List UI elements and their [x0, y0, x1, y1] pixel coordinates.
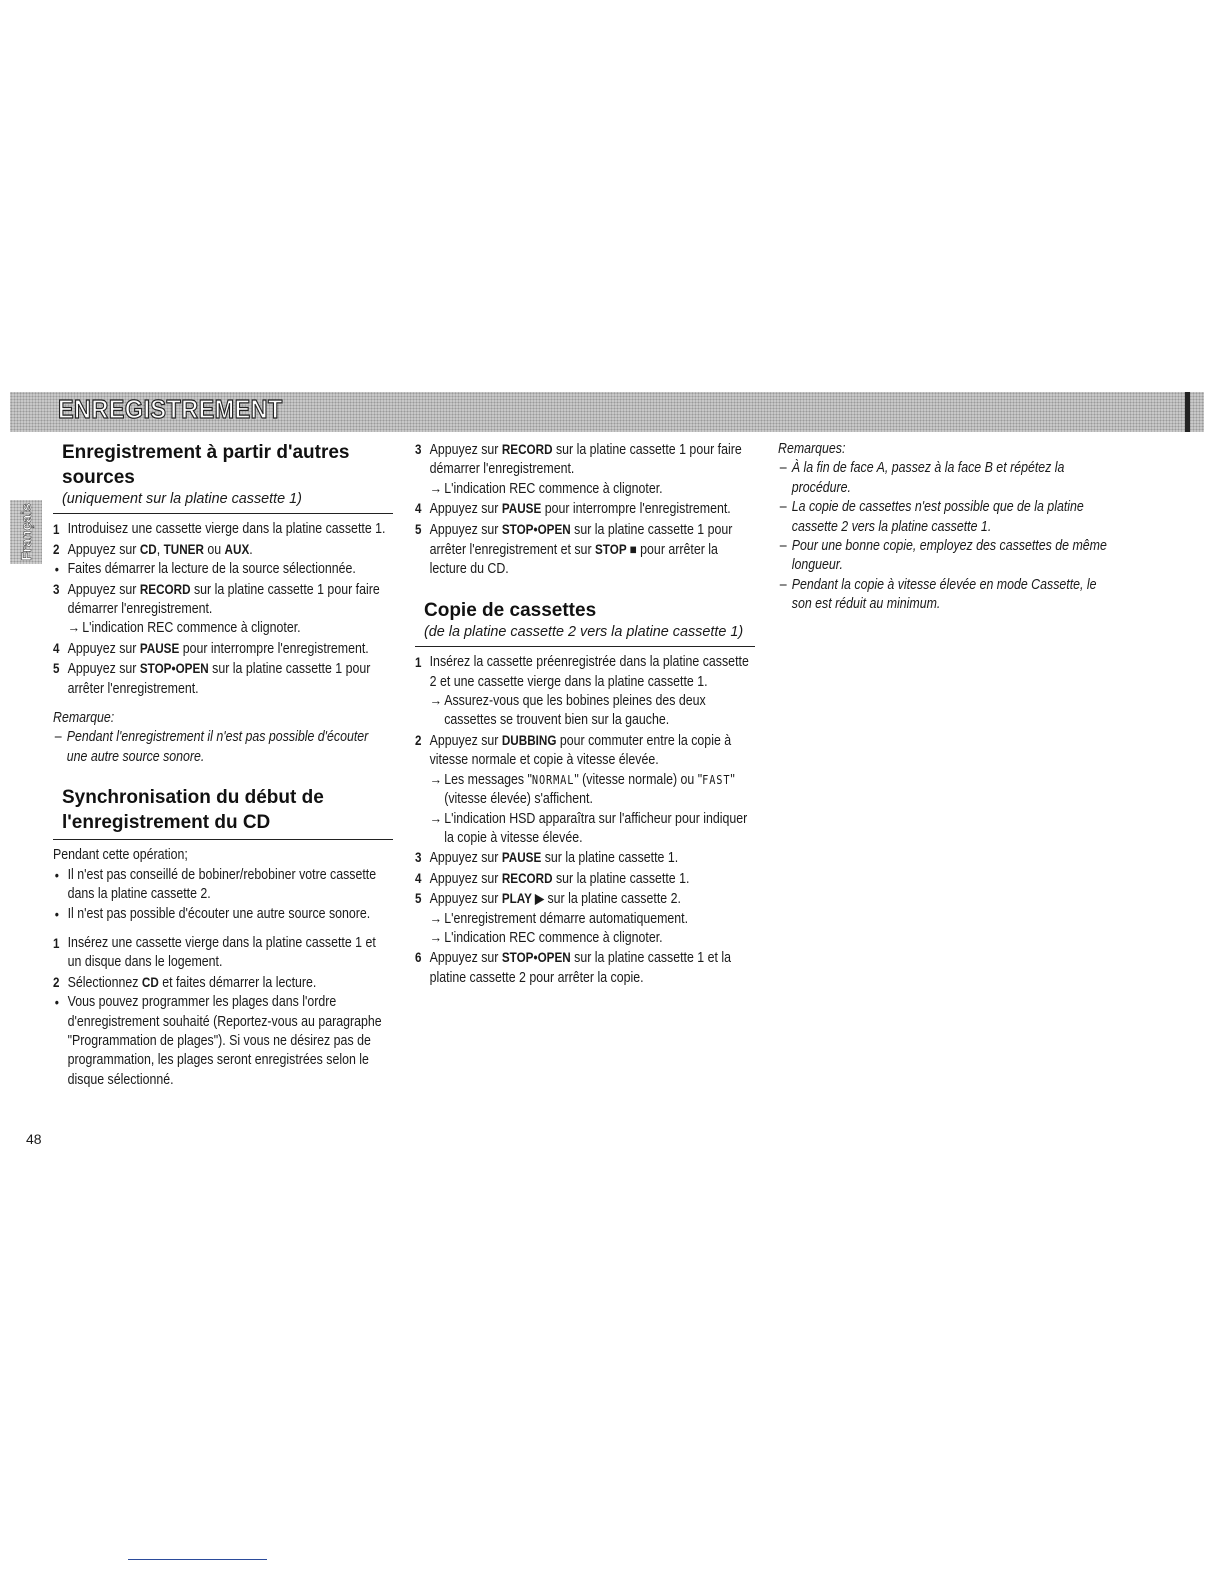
bullet-item: • Faites démarrer la lecture de la source sélectionnée. — [53, 560, 392, 579]
heading-other-sources: Enregistrement à partir d'autres sources — [62, 442, 350, 488]
arrow-icon: → — [429, 771, 442, 788]
bullet-item: • Il n'est pas conseillé de bobiner/rebobiner votre cassette dans la platine cassette 2. — [54, 866, 377, 903]
step-item: 2 Appuyez sur CD, TUNER ou AUX. — [53, 541, 253, 558]
step-item: 5 Appuyez sur PLAY ▶ sur la platine cassette 2. — [415, 891, 681, 908]
step-item: 4 Appuyez sur RECORD sur la platine cassette 1. — [415, 870, 690, 887]
remark-label: Remarque: — [53, 710, 115, 727]
bullet-icon: • — [54, 561, 59, 578]
steps-tape-copy — [415, 653, 754, 988]
bullet-icon: • — [54, 994, 59, 1011]
dash-icon: – — [779, 460, 787, 477]
heading-tape-copy: Copie de cassettes — [424, 599, 597, 621]
result-item: → L'indication REC commence à clignoter. — [53, 619, 392, 638]
bullet-item: • Il n'est pas possible d'écouter une autre source sonore. — [53, 905, 392, 924]
steps-continued — [415, 440, 754, 580]
right-column — [778, 440, 1108, 615]
dash-icon: – — [779, 499, 787, 516]
arrow-icon: → — [429, 910, 442, 927]
arrow-icon: → — [429, 929, 442, 946]
remark-item: – Pour une bonne copie, employez des cassettes de même longueur. — [779, 538, 1107, 574]
remark-item: – Pendant l'enregistrement il n'est pas possible d'écouter une autre source sonore. — [54, 729, 369, 765]
result-item: → L'enregistrement démarre automatiquement. — [415, 910, 754, 929]
arrow-icon: → — [429, 693, 442, 710]
dash-icon: – — [54, 729, 62, 746]
result-item: → L'indication HSD apparaîtra sur l'afficheur pour indiquer la copie à vitesse élevée. — [429, 810, 748, 846]
footnote-separator — [128, 1559, 267, 1560]
step-item: 4 Appuyez sur PAUSE pour interrompre l'enregistrement. — [53, 640, 369, 657]
step-item: 2 Sélectionnez CD et faites démarrer la lecture. — [53, 974, 317, 991]
step-item: 1 Insérez la cassette préenregistrée dans la platine cassette 2 et une cassette vierge dans la platine cassette 1. — [415, 654, 749, 690]
lcd-text: FAST — [702, 772, 731, 787]
language-tab-label: Français — [18, 503, 34, 561]
step-item: 1 Introduisez une cassette vierge dans la platine cassette 1. — [53, 521, 386, 538]
heading-cd-sync-line1: Synchronisation du début de — [62, 787, 324, 809]
banner-edge-mark — [1185, 392, 1190, 432]
page-number: 48 — [26, 1131, 42, 1147]
arrow-icon: → — [429, 480, 442, 497]
step-item: 1 Insérez une cassette vierge dans la platine cassette 1 et un disque dans le logement. — [53, 934, 376, 971]
result-item: → Assurez-vous que les bobines pleines des deux cassettes se trouvent bien sur la gauche. — [429, 693, 706, 729]
steps-cd-sync — [53, 846, 392, 1090]
heading-rule — [53, 839, 393, 840]
step-item: 4 Appuyez sur PAUSE pour interrompre l'enregistrement. — [415, 501, 731, 518]
dash-icon: – — [779, 538, 787, 555]
left-column — [53, 440, 393, 1090]
bullet-icon: • — [54, 905, 59, 922]
step-item: 6 Appuyez sur STOP•OPEN sur la platine cassette 1 et la platine cassette 2 pour arrêter la copie. — [415, 950, 732, 986]
subtitle-tape-copy: (de la platine cassette 2 vers la platine cassette 1) — [424, 623, 744, 640]
middle-column — [415, 440, 755, 988]
arrow-icon: → — [429, 810, 442, 827]
step-item: 3 Appuyez sur RECORD sur la platine cassette 1 pour faire démarrer l'enregistrement. — [415, 442, 742, 478]
remark-item: – La copie de cassettes n'est possible que de la platine cassette 2 vers la platine cassette 1. — [779, 499, 1084, 535]
section-banner — [10, 392, 1204, 432]
step-item: 2 Appuyez sur DUBBING pour commuter entre la copie à vitesse normale et copie à vitesse élevée. — [415, 732, 732, 769]
step-item: 3 Appuyez sur PAUSE sur la platine cassette 1. — [415, 850, 679, 867]
remark-item: – À la fin de face A, passez à la face B et répétez la procédure. — [779, 460, 1065, 496]
language-tab — [10, 500, 42, 564]
remarks — [778, 440, 1107, 615]
result-item: → L'indication REC commence à clignoter. — [415, 480, 754, 499]
section-title: ENREGISTREMENT — [58, 394, 283, 424]
heading-rule — [53, 513, 393, 514]
step-item: 5 Appuyez sur STOP•OPEN sur la platine cassette 1 pour arrêter l'enregistrement et sur STOP ■ pour arrêter la lecture du CD. — [415, 521, 733, 578]
subtitle-other-sources: (uniquement sur la platine cassette 1) — [62, 491, 302, 507]
remark-item: – Pendant la copie à vitesse élevée en mode Cassette, le son est réduit au minimum. — [779, 576, 1097, 613]
heading-cd-sync-line2: l'enregistrement du CD — [62, 812, 271, 834]
arrow-icon: → — [67, 620, 80, 637]
remarks-label: Remarques: — [778, 441, 846, 457]
bullet-item: • Vous pouvez programmer les plages dans l'ordre d'enregistrement souhaité (Reportez-vous au paragraphe "Programmation de plages"). Si vous ne désirez pas de programmation, les plages seront enregistrées selon le disque sélectionné. — [54, 994, 382, 1088]
step-item: 5 Appuyez sur STOP•OPEN sur la platine cassette 1 pour arrêter l'enregistrement. — [53, 661, 371, 697]
heading-rule — [415, 646, 755, 647]
result-item: → L'indication REC commence à clignoter. — [415, 929, 754, 948]
result-item: → Les messages "NORMAL" (vitesse normale) ou "FAST" (vitesse élevée) s'affichent. — [429, 771, 735, 808]
sync-intro: Pendant cette opération; — [53, 847, 188, 864]
bullet-icon: • — [54, 866, 59, 883]
lcd-text: NORMAL — [531, 772, 575, 787]
steps-other-sources — [53, 520, 392, 767]
dash-icon: – — [779, 576, 787, 593]
step-item: 3 Appuyez sur RECORD sur la platine cassette 1 pour faire démarrer l'enregistrement. — [53, 581, 380, 618]
